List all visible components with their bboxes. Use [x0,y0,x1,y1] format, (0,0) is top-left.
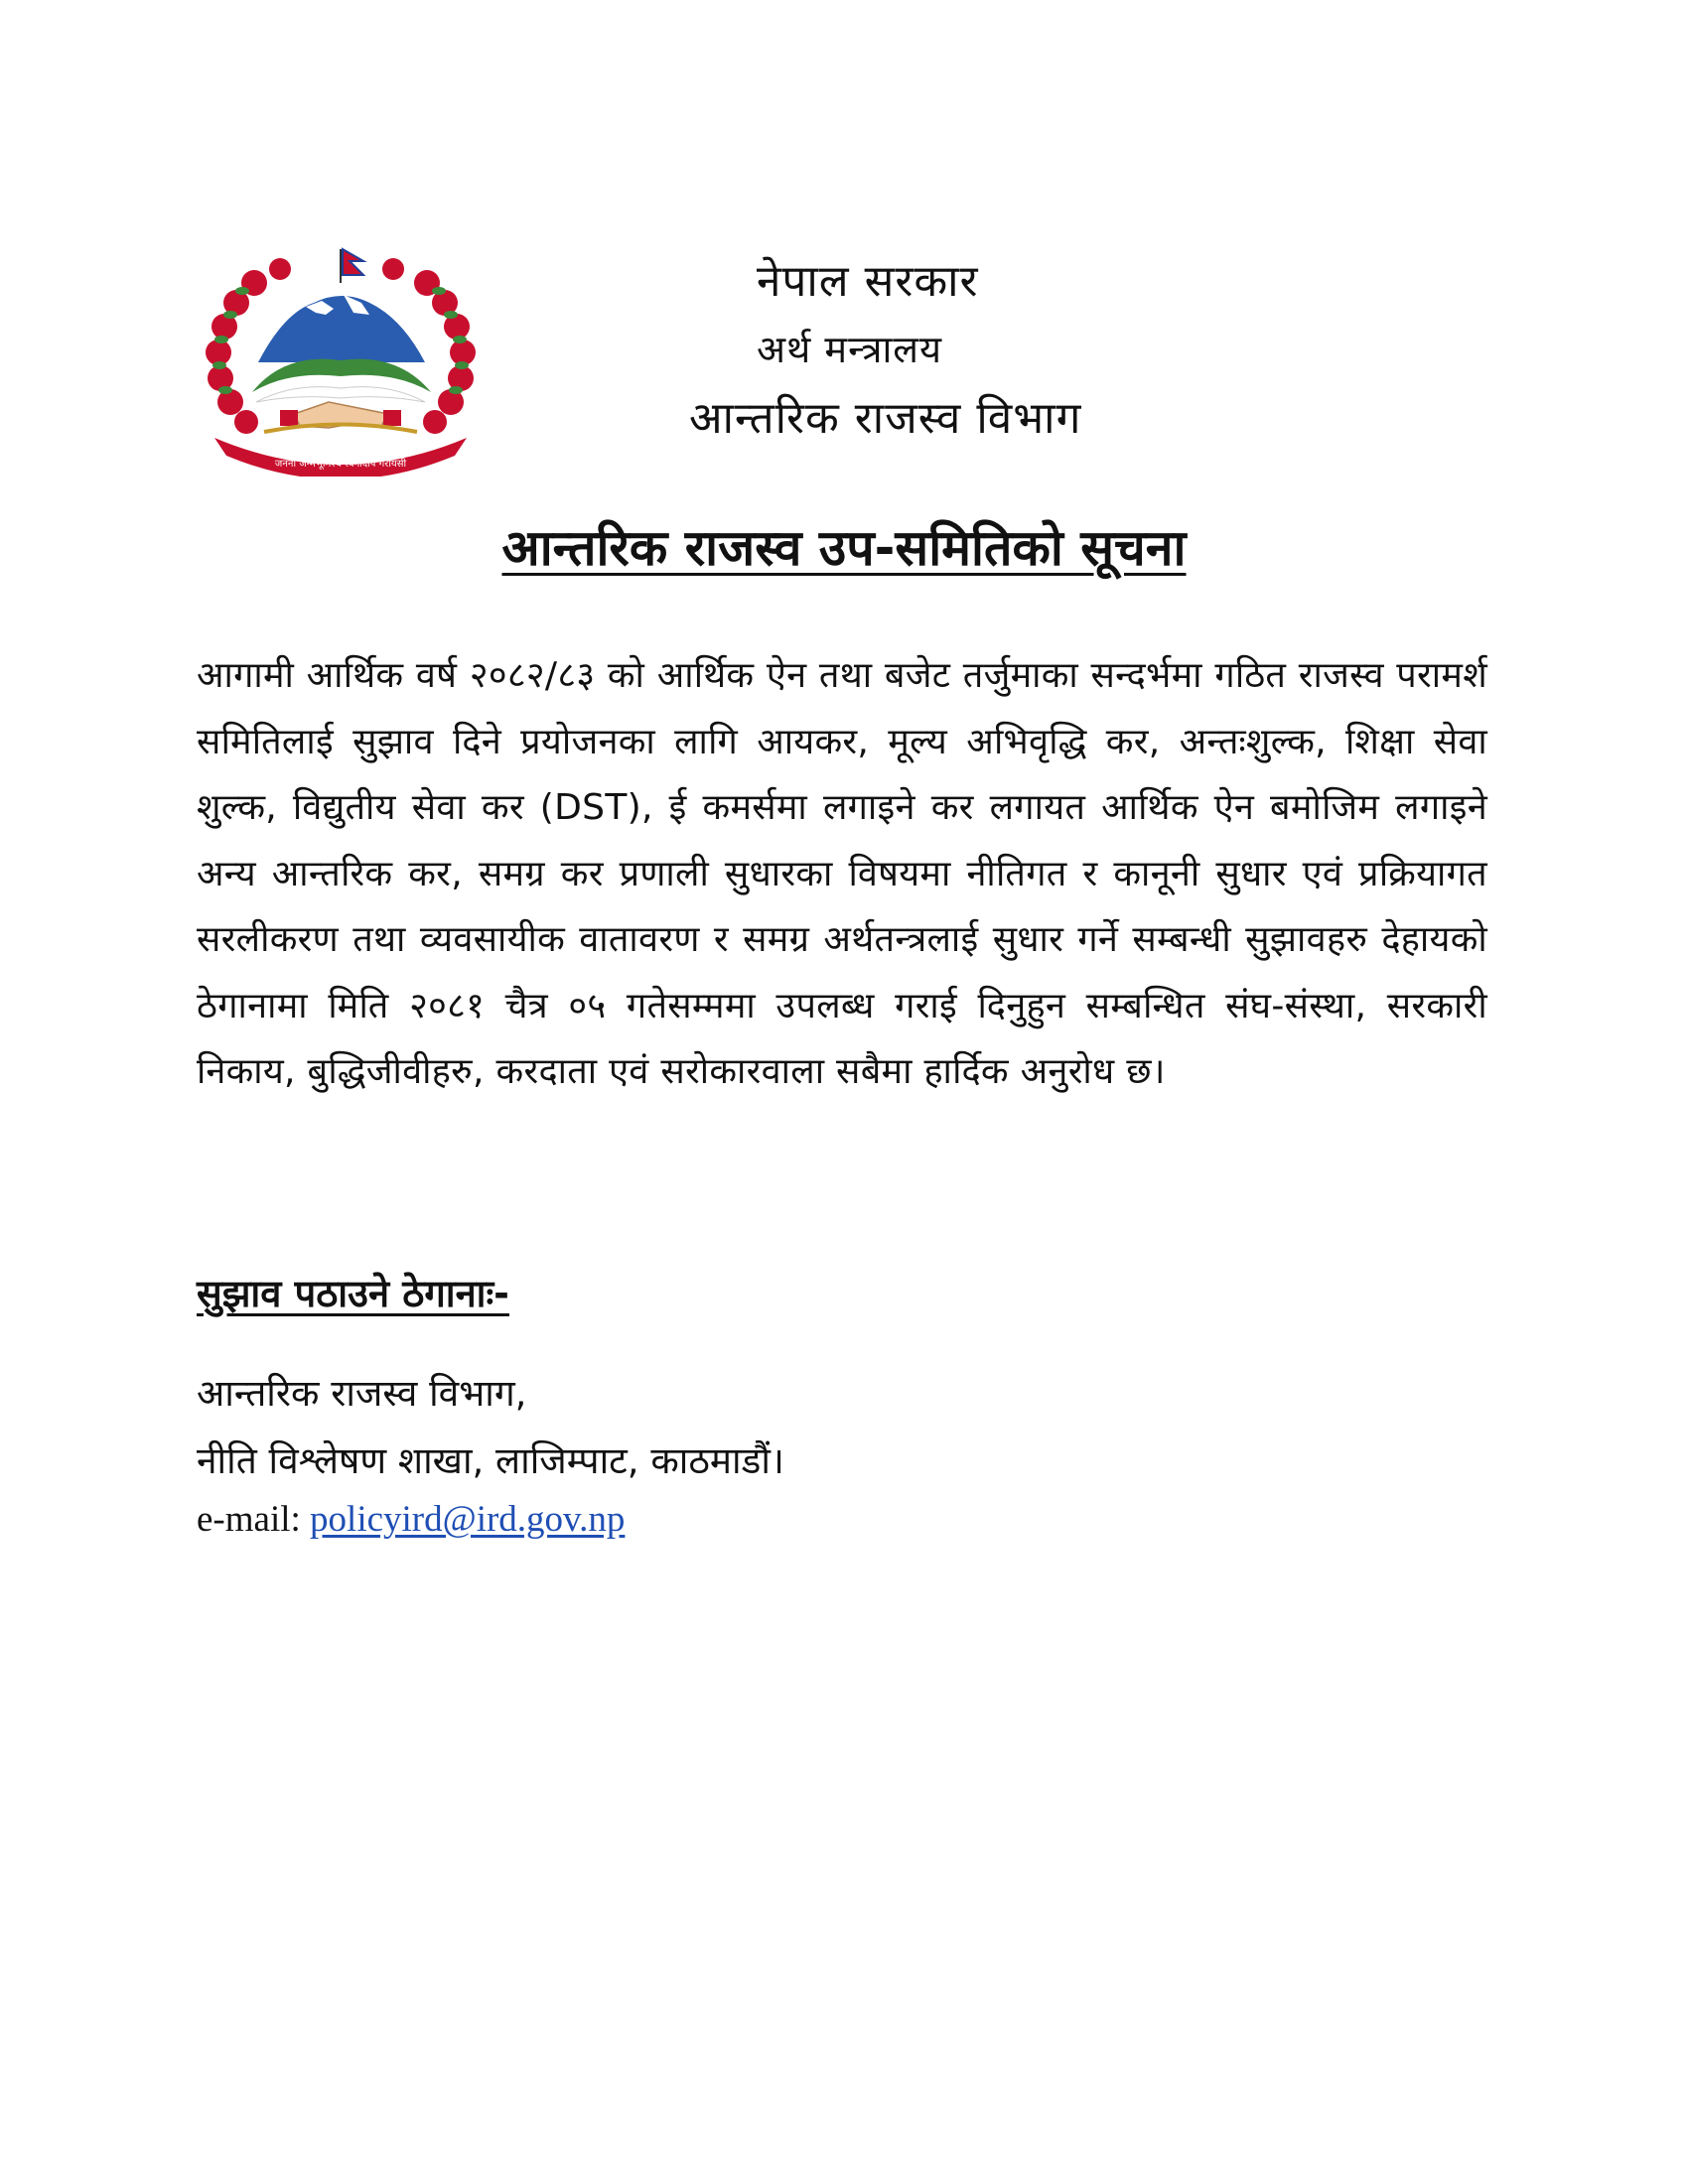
address-heading: सुझाव पठाउने ठेगानाः- [197,1272,509,1315]
government-name: नेपाल सरकार [757,256,979,307]
notice-body: आगामी आर्थिक वर्ष २०८२/८३ को आर्थिक ऐन तथा बजेट तर्जुमाका सन्दर्भमा गठित राजस्व परामर्श समितिलाई सुझाव दिने प्रयोजनका लागि आयकर, मूल्य अभिवृद्धि कर, अन्तःशुल्क, शिक्षा सेवा शुल्क, विद्युतीय सेवा कर (DST), ई कमर्समा लगाइने कर लगायत आर्थिक ऐन बमोजिम लगाइने अन्य आन्तरिक कर, समग्र कर प्रणाली सुधारका विषयमा नीतिगत र कानूनी सुधार एवं प्रक्रियागत सरलीकरण तथा व्यवसायीक वातावरण र समग्र अर्थतन्त्रलाई सुधार गर्ने सम्बन्धी सुझावहरु देहायको ठेगानामा मिति २०८१ चैत्र ०५ गतेसम्ममा उपलब्ध गराई दिनुहुन सम्बन्धित संघ-संस्था, सरकारी निकाय, बुद्धिजीवीहरु, करदाता एवं सरोकारवाला सबैमा हार्दिक अनुरोध छ। [197,655,1487,1092]
flag-icon [341,249,363,283]
emblem-motto: जननी जन्मभूमिश्च स्वर्गादपि गरीयसी [274,459,407,470]
email-link[interactable]: policyird@ird.gov.np [310,1499,626,1540]
notice-title [0,516,1688,580]
address-line-1: आन्तरिक राजस्व विभाग, [197,1372,527,1415]
email-line [197,1495,625,1545]
notice-title-text: आन्तरिक राजस्व उप-समितिको सूचना [501,519,1187,577]
nepal-emblem-icon [195,243,487,477]
ministry-name: अर्थ मन्त्रालय [757,328,943,371]
email-label: e-mail: [197,1499,301,1540]
department-name: आन्तरिक राजस्व विभाग [689,393,1082,444]
address-line-2: नीति विश्लेषण शाखा, लाजिम्पाट, काठमाडौं। [197,1439,784,1482]
